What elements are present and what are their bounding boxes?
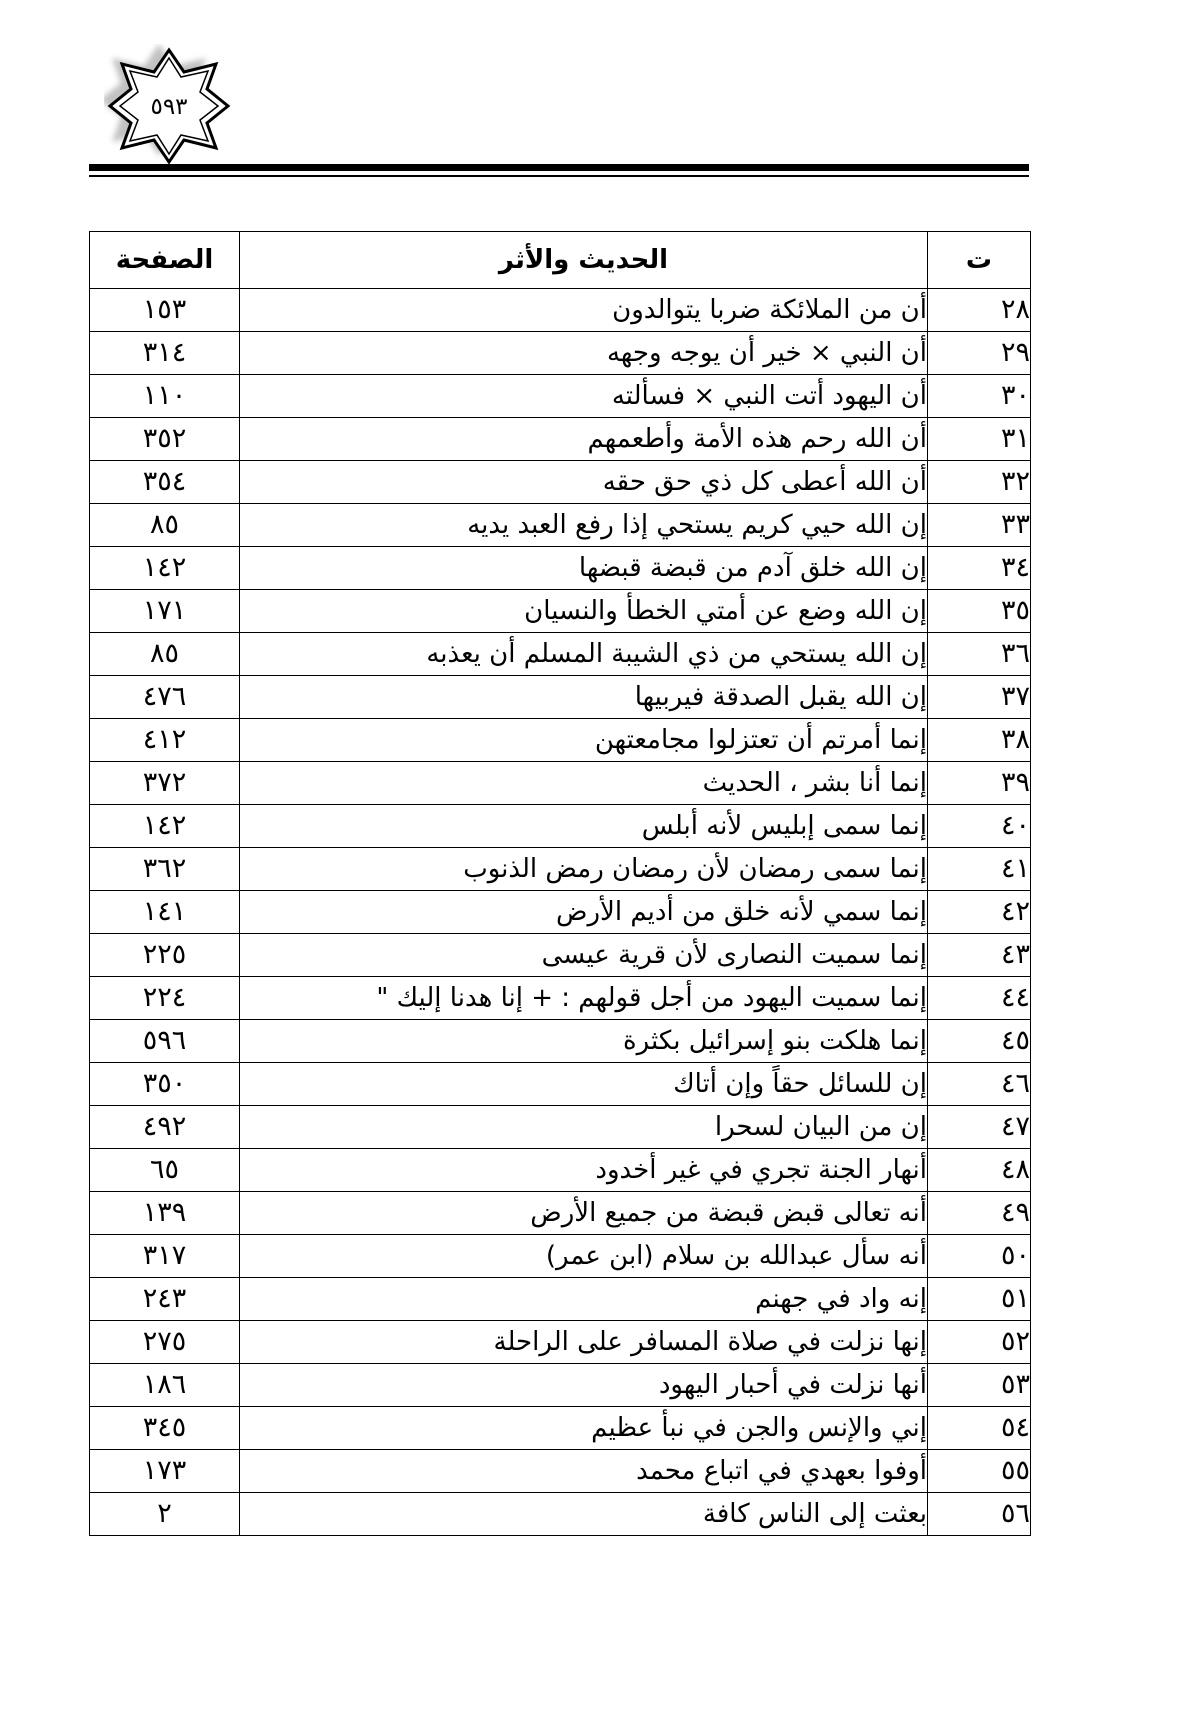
row-page-number: ١١٠: [90, 375, 240, 418]
row-hadith-text: إنه واد في جهنم: [240, 1278, 928, 1321]
row-page-number: ٣٧٢: [90, 762, 240, 805]
row-index-number: ٣٥: [928, 590, 1031, 633]
row-hadith-text: أن الله رحم هذه الأمة وأطعمهم: [240, 418, 928, 461]
row-page-number: ٢٢٥: [90, 934, 240, 977]
row-page-number: ٢: [90, 1493, 240, 1536]
row-hadith-text: بعثت إلى الناس كافة: [240, 1493, 928, 1536]
row-hadith-text: أوفوا بعهدي في اتباع محمد: [240, 1450, 928, 1493]
row-index-number: ٣٤: [928, 547, 1031, 590]
table-row: [90, 289, 1031, 332]
table-row: [90, 633, 1031, 676]
table-row: [90, 1149, 1031, 1192]
row-page-number: ٣٤٥: [90, 1407, 240, 1450]
table-row: [90, 934, 1031, 977]
row-hadith-text: أنه سأل عبدالله بن سلام (ابن عمر): [240, 1235, 928, 1278]
row-index-number: ٢٨: [928, 289, 1031, 332]
row-hadith-text: أنهار الجنة تجري في غير أخدود: [240, 1149, 928, 1192]
row-page-number: ٣٥٢: [90, 418, 240, 461]
table-row: [90, 1407, 1031, 1450]
row-hadith-text: إنما سمى رمضان لأن رمضان رمض الذنوب: [240, 848, 928, 891]
column-header-text: الحديث والأثر: [240, 232, 928, 289]
row-hadith-text: إن الله خلق آدم من قبضة قبضها: [240, 547, 928, 590]
row-hadith-text: إنما سميت النصارى لأن قرية عيسى: [240, 934, 928, 977]
row-page-number: ٤٧٦: [90, 676, 240, 719]
row-page-number: ١٤٢: [90, 547, 240, 590]
row-hadith-text: إنما سمي لأنه خلق من أديم الأرض: [240, 891, 928, 934]
row-page-number: ١٧٣: [90, 1450, 240, 1493]
row-page-number: ٢٤٣: [90, 1278, 240, 1321]
table-row: [90, 762, 1031, 805]
column-header-number: ت: [928, 232, 1031, 289]
table-row: [90, 1278, 1031, 1321]
table-header-row: [90, 232, 1031, 289]
row-index-number: ٤٣: [928, 934, 1031, 977]
row-hadith-text: أن اليهود أتت النبي × فسألته: [240, 375, 928, 418]
row-index-number: ٣١: [928, 418, 1031, 461]
row-index-number: ٣٢: [928, 461, 1031, 504]
row-page-number: ٣٥٠: [90, 1063, 240, 1106]
row-page-number: ١٤٢: [90, 805, 240, 848]
table-row: [90, 977, 1031, 1020]
row-index-number: ٣٩: [928, 762, 1031, 805]
table-row: [90, 1493, 1031, 1536]
row-hadith-text: إنما أمرتم أن تعتزلوا مجامعتهن: [240, 719, 928, 762]
row-hadith-text: أن من الملائكة ضربا يتوالدون: [240, 289, 928, 332]
header-rule-thick: [89, 164, 1029, 171]
table-row: [90, 1364, 1031, 1407]
row-index-number: ٥٣: [928, 1364, 1031, 1407]
row-index-number: ٥٤: [928, 1407, 1031, 1450]
row-page-number: ٥٩٦: [90, 1020, 240, 1063]
row-hadith-text: إن للسائل حقاً وإن أتاك: [240, 1063, 928, 1106]
row-index-number: ٥٥: [928, 1450, 1031, 1493]
row-index-number: ٣٠: [928, 375, 1031, 418]
row-hadith-text: أنها نزلت في أحبار اليهود: [240, 1364, 928, 1407]
table-row: [90, 461, 1031, 504]
row-index-number: ٤٥: [928, 1020, 1031, 1063]
row-hadith-text: إنما أنا بشر ، الحديث: [240, 762, 928, 805]
row-index-number: ٤٧: [928, 1106, 1031, 1149]
row-hadith-text: إنما هلكت بنو إسرائيل بكثرة: [240, 1020, 928, 1063]
row-index-number: ٥٠: [928, 1235, 1031, 1278]
row-index-number: ٣٨: [928, 719, 1031, 762]
hadith-index-table: [89, 231, 1031, 1536]
row-hadith-text: إن من البيان لسحرا: [240, 1106, 928, 1149]
column-header-page: الصفحة: [90, 232, 240, 289]
row-page-number: ١٥٣: [90, 289, 240, 332]
table-row: [90, 848, 1031, 891]
row-page-number: ٣١٧: [90, 1235, 240, 1278]
row-index-number: ٣٦: [928, 633, 1031, 676]
row-hadith-text: أن النبي × خير أن يوجه وجهه: [240, 332, 928, 375]
table-row: [90, 418, 1031, 461]
row-index-number: ٥١: [928, 1278, 1031, 1321]
row-index-number: ٥٢: [928, 1321, 1031, 1364]
row-page-number: ٨٥: [90, 633, 240, 676]
row-index-number: ٤٠: [928, 805, 1031, 848]
row-hadith-text: إنما سمى إبليس لأنه أبلس: [240, 805, 928, 848]
table-row: [90, 1106, 1031, 1149]
table-row: [90, 375, 1031, 418]
row-hadith-text: إني والإنس والجن في نبأ عظيم: [240, 1407, 928, 1450]
table-row: [90, 504, 1031, 547]
table-row: [90, 1450, 1031, 1493]
row-hadith-text: أن الله أعطى كل ذي حق حقه: [240, 461, 928, 504]
row-index-number: ٤١: [928, 848, 1031, 891]
row-index-number: ٤٦: [928, 1063, 1031, 1106]
row-page-number: ٢٢٤: [90, 977, 240, 1020]
row-page-number: ٣١٤: [90, 332, 240, 375]
row-index-number: ٢٩: [928, 332, 1031, 375]
table-row: [90, 1020, 1031, 1063]
row-page-number: ٢٧٥: [90, 1321, 240, 1364]
table-row: [90, 1321, 1031, 1364]
table-row: [90, 590, 1031, 633]
row-index-number: ٣٣: [928, 504, 1031, 547]
row-page-number: ٦٥: [90, 1149, 240, 1192]
table-row: [90, 719, 1031, 762]
row-page-number: ١٨٦: [90, 1364, 240, 1407]
row-index-number: ٥٦: [928, 1493, 1031, 1536]
row-hadith-text: إنما سميت اليهود من أجل قولهم : + إنا هدنا إليك ": [240, 977, 928, 1020]
table-row: [90, 332, 1031, 375]
row-hadith-text: إنها نزلت في صلاة المسافر على الراحلة: [240, 1321, 928, 1364]
row-hadith-text: أنه تعالى قبض قبضة من جميع الأرض: [240, 1192, 928, 1235]
row-index-number: ٤٨: [928, 1149, 1031, 1192]
table-row: [90, 547, 1031, 590]
row-hadith-text: إن الله يقبل الصدقة فيربيها: [240, 676, 928, 719]
row-page-number: ٣٥٤: [90, 461, 240, 504]
row-index-number: ٤٢: [928, 891, 1031, 934]
table-row: [90, 891, 1031, 934]
page-number-badge: [104, 44, 244, 174]
table-row: [90, 676, 1031, 719]
page-number: ٥٩٣: [150, 93, 188, 120]
table-row: [90, 1192, 1031, 1235]
row-page-number: ١٧١: [90, 590, 240, 633]
row-index-number: ٤٩: [928, 1192, 1031, 1235]
row-page-number: ١٣٩: [90, 1192, 240, 1235]
row-page-number: ٤١٢: [90, 719, 240, 762]
row-index-number: ٣٧: [928, 676, 1031, 719]
table-row: [90, 1063, 1031, 1106]
row-index-number: ٤٤: [928, 977, 1031, 1020]
header-rule-thin: [89, 175, 1029, 177]
row-page-number: ١٤١: [90, 891, 240, 934]
table-row: [90, 805, 1031, 848]
table-row: [90, 1235, 1031, 1278]
row-hadith-text: إن الله حيي كريم يستحي إذا رفع العبد يديه: [240, 504, 928, 547]
row-page-number: ٨٥: [90, 504, 240, 547]
row-hadith-text: إن الله يستحي من ذي الشيبة المسلم أن يعذبه: [240, 633, 928, 676]
row-page-number: ٣٦٢: [90, 848, 240, 891]
row-hadith-text: إن الله وضع عن أمتي الخطأ والنسيان: [240, 590, 928, 633]
row-page-number: ٤٩٢: [90, 1106, 240, 1149]
